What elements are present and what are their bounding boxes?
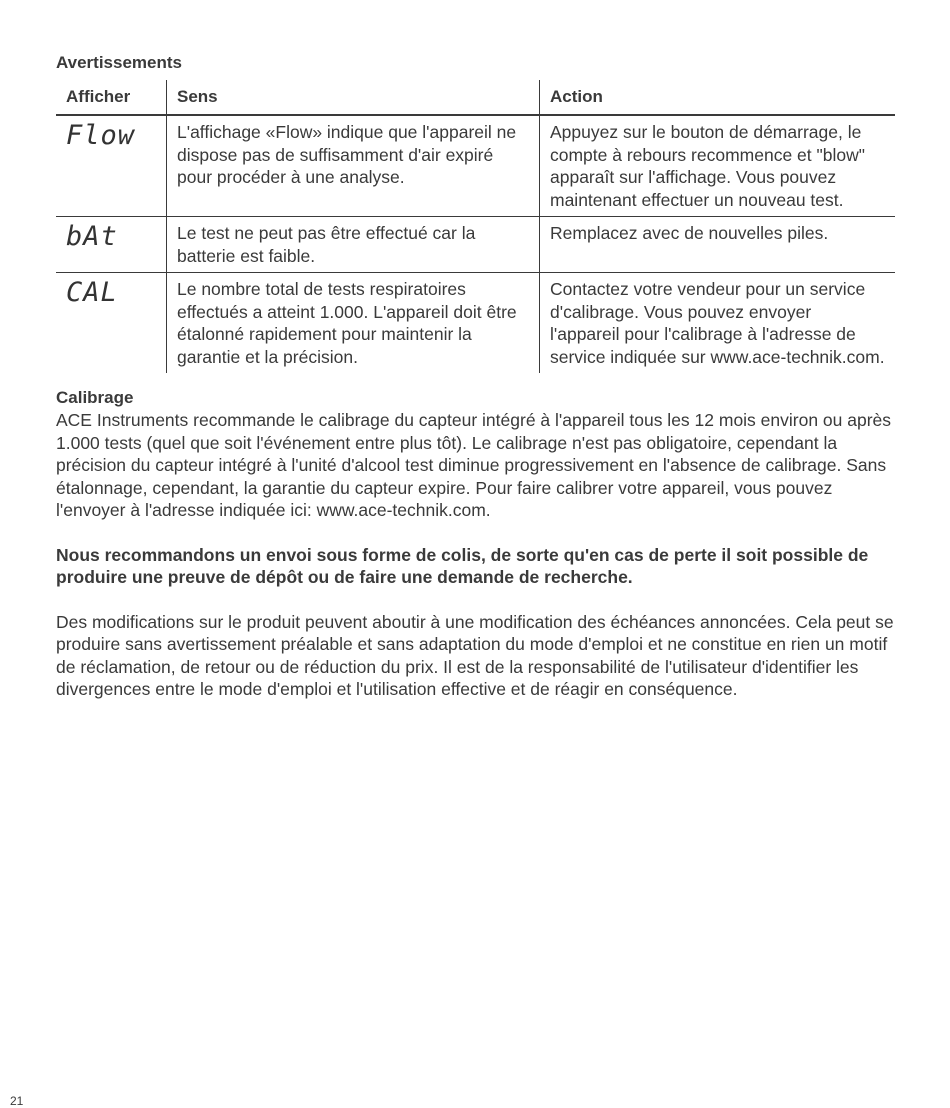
calibration-section (56, 387, 896, 701)
action-cell: Contactez votre vendeur pour un service d'calibrage. Vous pouvez envoyer l'appareil pour l'calibrage à l'adresse de service indiquée sur www.ace-technik.com. (540, 273, 896, 374)
display-cell (56, 115, 167, 217)
header-meaning: Sens (167, 80, 540, 115)
table-row (56, 217, 895, 273)
display-cell (56, 273, 167, 374)
table-header-row (56, 80, 895, 115)
page-number: 21 (10, 1094, 24, 1108)
warnings-heading: Avertissements (56, 53, 182, 72)
disclaimer-paragraph: Des modifications sur le produit peuvent aboutir à une modification des échéances annoncées. Cela peut se produire sans avertissement préalable et sans adaptation du mode d'emploi et ne constitue en rien un motif de réclamation, de retour ou de réduction du prix. Il est de la responsabilité de l'utilisateur d'identifier les divergences entre le mode d'emploi et l'utilisation effective et de réagir en conséquence. (56, 611, 894, 699)
lcd-display-bat: bAt (66, 221, 118, 252)
warnings-table (56, 80, 895, 373)
display-cell (56, 217, 167, 273)
page-content (56, 52, 896, 701)
action-cell: Appuyez sur le bouton de démarrage, le compte à rebours recommence et "blow" apparaît sur l'affichage. Vous pouvez maintenant effectuer un nouveau test. (540, 115, 896, 217)
meaning-cell: L'affichage «Flow» indique que l'appareil ne dispose pas de suffisamment d'air expiré pour procéder à une analyse. (167, 115, 540, 217)
lcd-display-flow: Flow (66, 120, 136, 151)
lcd-display-cal: CAL (66, 277, 118, 308)
calibration-heading: Calibrage (56, 388, 134, 407)
meaning-cell: Le test ne peut pas être effectué car la batterie est faible. (167, 217, 540, 273)
header-action: Action (540, 80, 896, 115)
table-row (56, 273, 895, 374)
meaning-cell: Le nombre total de tests respiratoires effectués a atteint 1.000. L'appareil doit être étalonné rapidement pour maintenir la garantie et la précision. (167, 273, 540, 374)
calibration-paragraph: ACE Instruments recommande le calibrage du capteur intégré à l'appareil tous les 12 mois environ ou après 1.000 tests (quel que soit l'événement entre plus tôt). Le calibrage n'est pas obligatoire, cependant la précision du capteur intégré à l'unité d'alcool test diminue progressivement en l'absence de calibrage. Sans étalonnage, cependant, la garantie du capteur expire. Pour faire calibrer votre appareil, vous pouvez l'envoyer à l'adresse indiquée ici: www.ace-technik.com. (56, 410, 892, 520)
header-display: Afficher (56, 80, 167, 115)
action-cell: Remplacez avec de nouvelles piles. (540, 217, 896, 273)
shipping-notice: Nous recommandons un envoi sous forme de colis, de sorte qu'en cas de perte il soit possible de produire une preuve de dépôt ou de faire une demande de recherche. (56, 544, 869, 587)
table-row (56, 115, 895, 217)
